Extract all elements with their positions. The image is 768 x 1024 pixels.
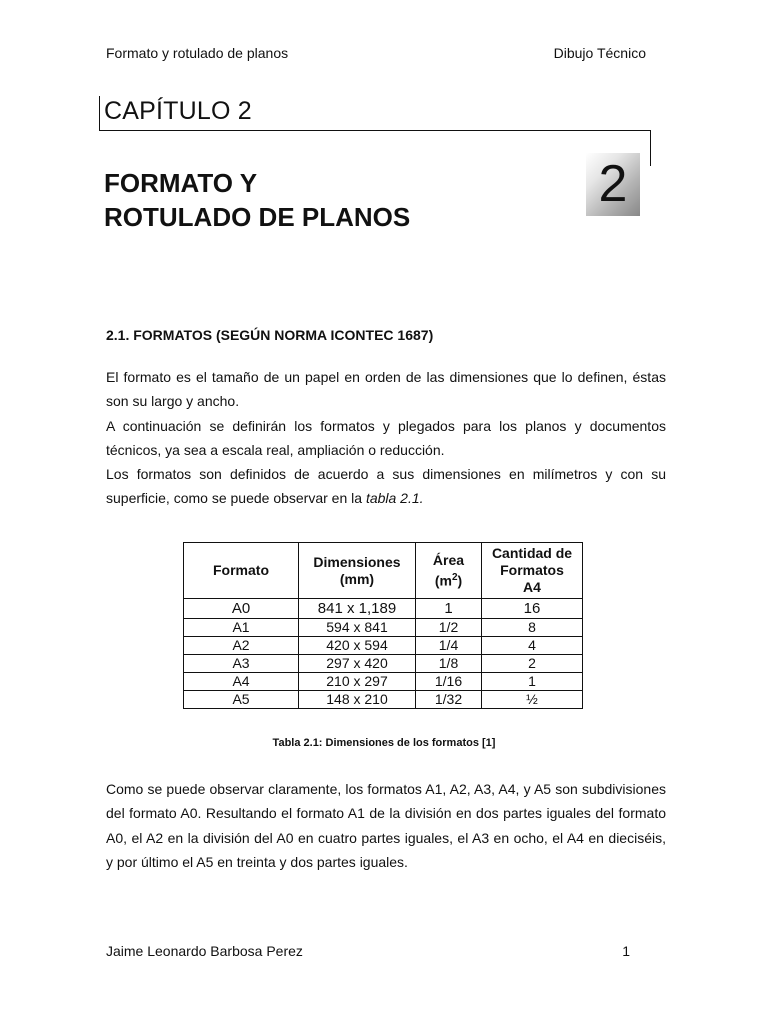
cell-dimensiones: 210 x 297 [299, 673, 416, 691]
running-header-title: Formato y rotulado de planos [106, 45, 289, 61]
header-dimensiones: Dimensiones (mm) [299, 543, 416, 599]
cell-formato: A4 [184, 673, 299, 691]
table-row [184, 637, 583, 655]
running-header-subject: Dibujo Técnico [553, 45, 646, 61]
cell-formato: A2 [184, 637, 299, 655]
cell-cantidad: ½ [482, 691, 583, 709]
table-reference: tabla 2.1. [365, 490, 424, 507]
paragraph-text: Los formatos son definidos de acuerdo a sus dimensiones en milímetros y con su superficie, como se puede observar en la [106, 466, 666, 507]
table-row [184, 655, 583, 673]
paragraph [106, 462, 666, 511]
cell-area: 1/16 [416, 673, 482, 691]
cell-dimensiones: 297 x 420 [299, 655, 416, 673]
cell-area: 1/8 [416, 655, 482, 673]
cell-area: 1/2 [416, 619, 482, 637]
body-paragraph: Como se puede observar claramente, los formatos A1, A2, A3, A4, y A5 son subdivisiones del formato A0. Resultando el formato A1 de la división en dos partes iguales del formato A0, el A2 en la división del A0 en cuatro partes iguales, el A3 en ocho, el A4 en dieciséis, y por último el A5 en treinta y dos partes iguales. [106, 781, 666, 870]
chapter-frame-line [99, 130, 651, 131]
cell-formato: A1 [184, 619, 299, 637]
cell-dimensiones: 420 x 594 [299, 637, 416, 655]
chapter-title [104, 166, 410, 234]
intro-paragraphs [106, 365, 666, 511]
chapter-title-line-2: ROTULADO DE PLANOS [104, 202, 411, 232]
cell-formato: A5 [184, 691, 299, 709]
page-number: 1 [622, 943, 630, 959]
cell-area: 1/4 [416, 637, 482, 655]
cell-cantidad: 4 [482, 637, 583, 655]
cell-dimensiones: 148 x 210 [299, 691, 416, 709]
table-row [184, 599, 583, 619]
header-formato: Formato [184, 543, 299, 599]
table-header-row [184, 543, 583, 599]
chapter-frame-line [650, 130, 651, 166]
chapter-frame [99, 96, 651, 166]
section-heading: 2.1. FORMATOS (SEGÚN NORMA ICONTEC 1687) [106, 327, 434, 343]
table-row [184, 619, 583, 637]
header-area: Área $(m^2)$ [416, 543, 482, 599]
header-cantidad: Cantidad de Formatos A4 [482, 543, 583, 599]
table-row [184, 673, 583, 691]
table-caption: Tabla 2.1: Dimensiones de los formatos [1] [272, 737, 496, 749]
chapter-number-badge: 2 [586, 153, 640, 216]
cell-cantidad: 1 [482, 673, 583, 691]
cell-area: 1 [416, 599, 482, 619]
cell-dimensiones: 841 x 1,189 [299, 599, 416, 619]
cell-dimensiones: 594 x 841 [299, 619, 416, 637]
paragraph: A continuación se definirán los formatos y plegados para los planos y documentos técnicos, ya sea a escala real, ampliación o reducción. [106, 417, 666, 458]
formats-table [183, 542, 583, 709]
cell-cantidad: 16 [482, 599, 583, 619]
cell-cantidad: 2 [482, 655, 583, 673]
chapter-label: CAPÍTULO 2 [104, 97, 252, 125]
table-row [184, 691, 583, 709]
cell-formato: A3 [184, 655, 299, 673]
chapter-frame-line [99, 96, 100, 130]
cell-area: 1/32 [416, 691, 482, 709]
cell-cantidad: 8 [482, 619, 583, 637]
paragraph: El formato es el tamaño de un papel en orden de las dimensiones que lo definen, éstas son su largo y ancho. [106, 369, 666, 410]
cell-formato: A0 [184, 599, 299, 619]
chapter-title-line-1: FORMATO Y [104, 168, 258, 198]
footer-author: Jaime Leonardo Barbosa Perez [106, 943, 303, 959]
